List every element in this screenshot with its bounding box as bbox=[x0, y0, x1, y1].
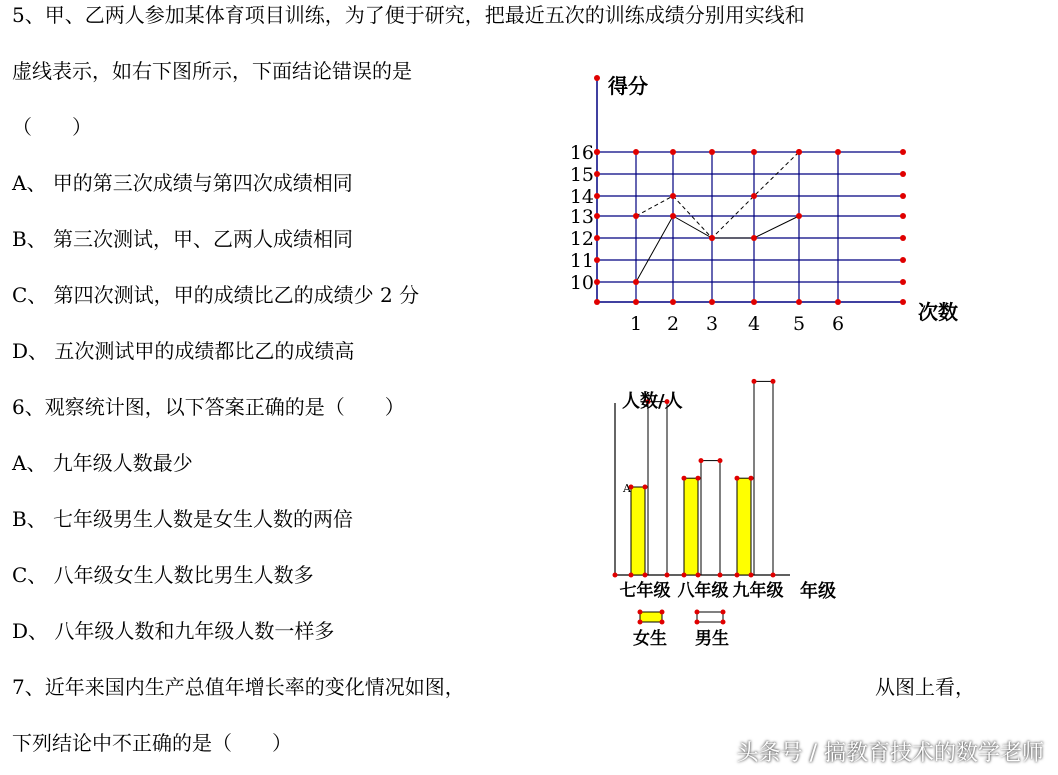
bar-chart-corner-point bbox=[699, 458, 704, 463]
q5-option-b: B、 第三次测试，甲、乙两人成绩相同 bbox=[12, 227, 354, 251]
legend-corner-point bbox=[721, 610, 726, 615]
q5-option-a: A、 甲的第三次成绩与第四次成绩相同 bbox=[12, 171, 353, 195]
bar-male-八年级 bbox=[701, 461, 720, 575]
legend-swatch-male bbox=[697, 612, 723, 622]
bar-chart-ylabel: 人数/人 bbox=[622, 391, 683, 412]
bar-chart-category-label: 八年级 bbox=[677, 581, 729, 601]
bar-chart-corner-point bbox=[613, 573, 618, 578]
bar-chart-corner-point bbox=[718, 573, 723, 578]
line-chart-x-tick-label: 3 bbox=[705, 313, 719, 335]
bar-female-九年级 bbox=[737, 478, 751, 575]
q6-option-d: D、 八年级人数和九年级人数一样多 bbox=[12, 619, 335, 643]
bar-chart-corner-point bbox=[696, 573, 701, 578]
legend-corner-point bbox=[638, 610, 643, 615]
bar-chart-corner-point bbox=[696, 476, 701, 481]
line-chart-x-tick-label: 6 bbox=[831, 313, 845, 335]
bar-chart-corner-point bbox=[629, 573, 634, 578]
line-chart-y-tick-label: 12 bbox=[569, 228, 594, 250]
q7-line-1-right: 从图上看， bbox=[875, 675, 975, 699]
bar-chart-corner-point bbox=[682, 476, 687, 481]
bar-chart-corner-point bbox=[643, 573, 648, 578]
bar-chart-category-label: 九年级 bbox=[732, 581, 784, 601]
q5-paren: （ ） bbox=[12, 115, 92, 139]
watermark: 头条号 / 搞教育技术的数学老师 bbox=[736, 741, 1044, 766]
q5-option-c: C、 第四次测试，甲的成绩比乙的成绩少 2 分 bbox=[12, 283, 420, 307]
legend-corner-point bbox=[695, 610, 700, 615]
legend-corner-point bbox=[660, 610, 665, 615]
legend-label: 女生 bbox=[633, 629, 667, 649]
line-chart-y-tick-label: 10 bbox=[569, 272, 594, 294]
bar-female-七年级 bbox=[631, 487, 645, 575]
legend-corner-point bbox=[660, 620, 665, 625]
bar-chart-corner-point bbox=[735, 476, 740, 481]
bar-chart-corner-point bbox=[749, 476, 754, 481]
line-chart-x-tick-label: 2 bbox=[666, 313, 680, 335]
bar-chart-corner-point bbox=[735, 573, 740, 578]
bar-chart-xlabel: 年级 bbox=[800, 581, 836, 602]
legend-corner-point bbox=[721, 620, 726, 625]
bar-chart-corner-point bbox=[771, 573, 776, 578]
line-chart-y-tick-label: 15 bbox=[569, 164, 594, 186]
line-chart-x-tick-label: 4 bbox=[747, 313, 761, 335]
legend-swatch-female bbox=[640, 612, 662, 622]
bar-female-八年级 bbox=[684, 478, 698, 575]
line-chart-y-tick-label: 16 bbox=[569, 142, 594, 164]
bar-chart-corner-point bbox=[749, 573, 754, 578]
bar-chart-corner-point bbox=[771, 379, 776, 384]
bar-chart-corner-point bbox=[682, 573, 687, 578]
bar-male-九年级 bbox=[754, 381, 773, 575]
q6-option-c: C、 八年级女生人数比男生人数多 bbox=[12, 563, 314, 587]
q6-option-a: A、 九年级人数最少 bbox=[12, 451, 193, 475]
q7-line-1: 7、近年来国内生产总值年增长率的变化情况如图， bbox=[12, 675, 465, 699]
bar-chart-annotation: A bbox=[623, 482, 631, 495]
legend-corner-point bbox=[695, 620, 700, 625]
line-chart-y-tick-label: 14 bbox=[569, 186, 594, 208]
bar-chart-legend bbox=[633, 610, 729, 650]
line-chart-x-tick-label: 5 bbox=[792, 313, 806, 335]
bar-chart-corner-point bbox=[665, 573, 670, 578]
bar-chart-categories bbox=[620, 580, 784, 601]
line-chart-y-tick-label: 13 bbox=[569, 206, 594, 228]
q5-option-d: D、 五次测试甲的成绩都比乙的成绩高 bbox=[12, 339, 355, 363]
bar-chart-corner-point bbox=[752, 379, 757, 384]
bar-chart-category-label: 七年级 bbox=[619, 581, 671, 601]
q6-option-b: B、 七年级男生人数是女生人数的两倍 bbox=[12, 507, 354, 531]
legend-corner-point bbox=[638, 620, 643, 625]
q6-line-1: 6、观察统计图，以下答案正确的是（ ） bbox=[12, 395, 405, 419]
bar-chart-corner-point bbox=[718, 458, 723, 463]
line-chart-xlabel: 次数 bbox=[918, 300, 958, 324]
bar-chart-corner-point bbox=[643, 485, 648, 490]
q7-line-2: 下列结论中不正确的是（ ） bbox=[12, 731, 292, 755]
bar-male-七年级 bbox=[648, 402, 667, 575]
line-chart-ylabel: 得分 bbox=[608, 74, 648, 98]
line-chart-x-tick-label: 1 bbox=[629, 313, 643, 335]
line-chart-y-tick-label: 11 bbox=[569, 250, 594, 272]
q5-line-1: 5、甲、乙两人参加某体育项目训练，为了便于研究，把最近五次的训练成绩分别用实线和 bbox=[12, 3, 805, 27]
q5-line-2: 虚线表示，如右下图所示，下面结论错误的是 bbox=[12, 59, 412, 83]
legend-label: 男生 bbox=[695, 629, 729, 649]
